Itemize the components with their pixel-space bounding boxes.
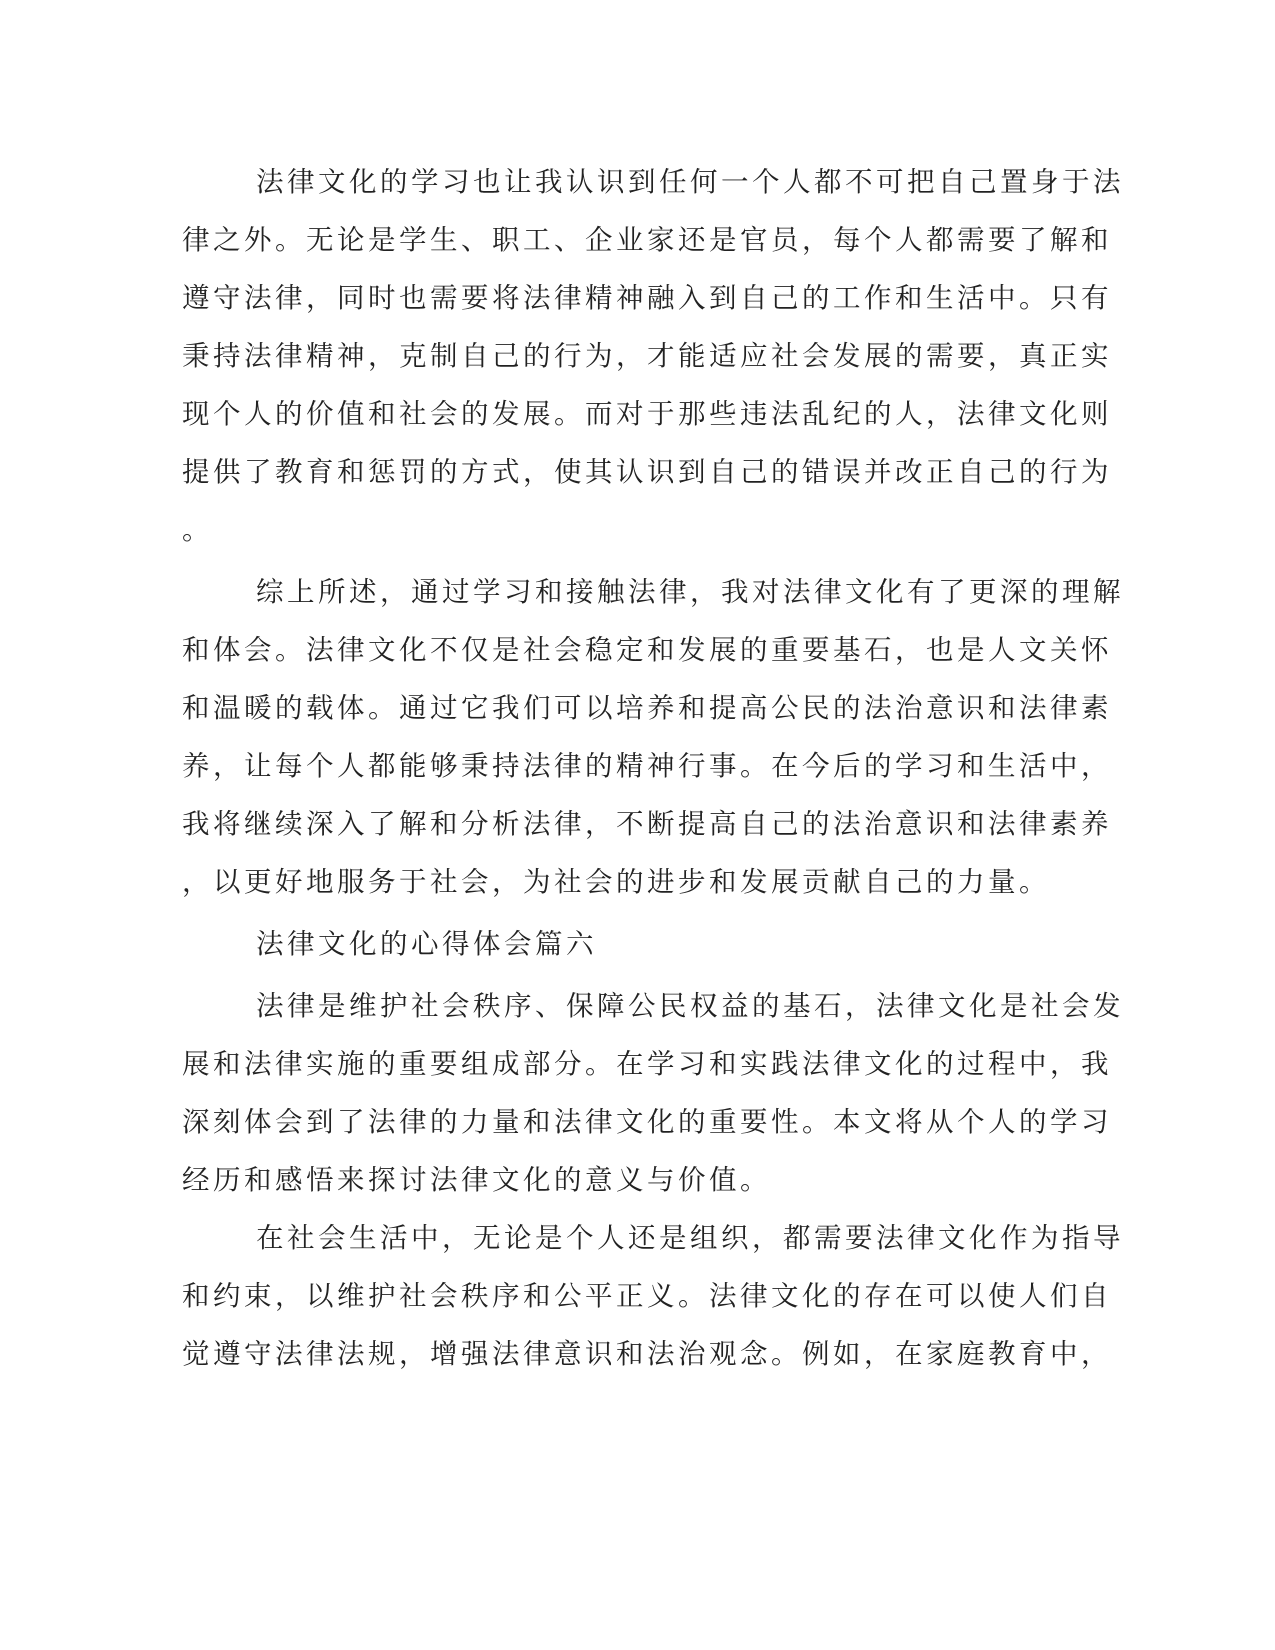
text-line: 我将继续深入了解和分析法律，不断提高自己的法治意识和法律素养 [182, 808, 1112, 840]
text-line: 展和法律实施的重要组成部分。在学习和实践法律文化的过程中，我 [182, 1048, 1112, 1080]
section-heading: 法律文化的心得体会篇六 [256, 928, 597, 960]
text-line: 经历和感悟来探讨法律文化的意义与价值。 [182, 1164, 771, 1196]
text-line: 秉持法律精神，克制自己的行为，才能适应社会发展的需要，真正实 [182, 340, 1112, 372]
text-line: 养，让每个人都能够秉持法律的精神行事。在今后的学习和生活中， [182, 750, 1112, 782]
text-line: 在社会生活中，无论是个人还是组织，都需要法律文化作为指导 [256, 1222, 1124, 1254]
text-line: 遵守法律，同时也需要将法律精神融入到自己的工作和生活中。只有 [182, 282, 1112, 314]
text-line: 和温暖的载体。通过它我们可以培养和提高公民的法治意识和法律素 [182, 692, 1112, 724]
text-line: 综上所述，通过学习和接触法律，我对法律文化有了更深的理解 [256, 576, 1124, 608]
text-line: 深刻体会到了法律的力量和法律文化的重要性。本文将从个人的学习 [182, 1106, 1112, 1138]
text-line: 和体会。法律文化不仅是社会稳定和发展的重要基石，也是人文关怀 [182, 634, 1112, 666]
text-line: 提供了教育和惩罚的方式，使其认识到自己的错误并改正自己的行为 [182, 456, 1112, 488]
text-line: 法律文化的学习也让我认识到任何一个人都不可把自己置身于法 [256, 166, 1124, 198]
text-line: 律之外。无论是学生、职工、企业家还是官员，每个人都需要了解和 [182, 224, 1112, 256]
text-line: 现个人的价值和社会的发展。而对于那些违法乱纪的人，法律文化则 [182, 398, 1112, 430]
text-line: 法律是维护社会秩序、保障公民权益的基石，法律文化是社会发 [256, 990, 1124, 1022]
text-line: 觉遵守法律法规，增强法律意识和法治观念。例如，在家庭教育中， [182, 1338, 1112, 1370]
text-line: 。 [182, 514, 213, 546]
text-line: ，以更好地服务于社会，为社会的进步和发展贡献自己的力量。 [182, 866, 1050, 898]
text-line: 和约束，以维护社会秩序和公平正义。法律文化的存在可以使人们自 [182, 1280, 1112, 1312]
